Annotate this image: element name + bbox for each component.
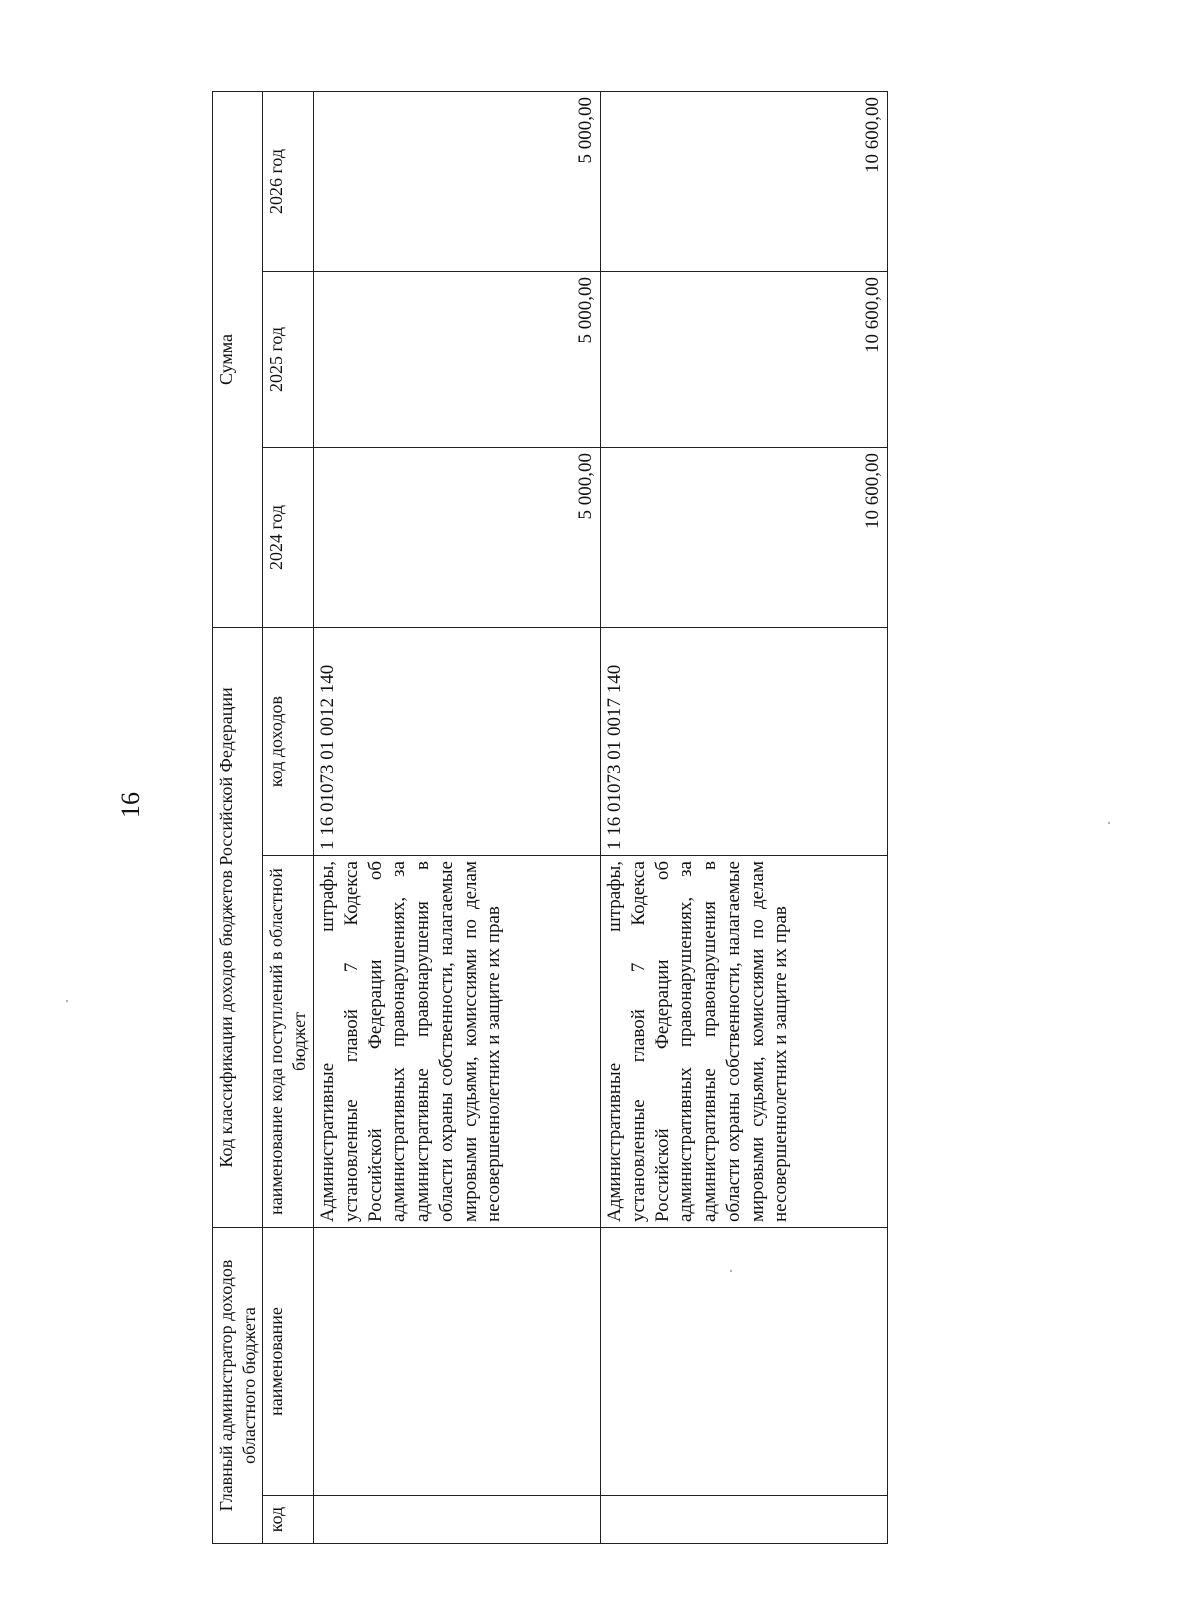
table-row	[314, 92, 601, 1544]
header-year-2026: 2026 год	[263, 92, 314, 272]
row-sum-2026: 10 600,00	[601, 92, 888, 272]
header-classification-group: Код классификации доходов бюджетов Российской Федерации	[213, 628, 263, 1228]
row-income-code: 1 16 01073 01 0017 140	[601, 628, 888, 856]
row-admin-code	[601, 1496, 888, 1544]
header-year-2024: 2024 год	[263, 448, 314, 628]
row-admin-name	[601, 1228, 888, 1496]
row-income-name: Административные штрафы, установленные главой 7 Кодекса Российской Федерации об административных правонарушениях, за административные правонарушения в области охраны собственности, налагаемые мировыми судьями, комиссиями по делам несовершеннолетних и защите их прав	[601, 856, 888, 1228]
header-admin-name: наименование	[263, 1228, 314, 1496]
header-admin-code: код	[263, 1496, 314, 1544]
row-sum-2024: 5 000,00	[314, 448, 601, 628]
row-sum-2025: 10 600,00	[601, 272, 888, 448]
header-sum-group: Сумма	[213, 92, 263, 628]
header-income-name: наименование кода поступлений в областной бюджет	[263, 856, 314, 1228]
row-income-name: Административные штрафы, установленные главой 7 Кодекса Российской Федерации об административных правонарушениях, за административные правонарушения в области охраны собственности, налагаемые мировыми судьями, комиссиями по делам несовершеннолетних и защите их прав	[314, 856, 601, 1228]
row-admin-code	[314, 1496, 601, 1544]
row-sum-2025: 5 000,00	[314, 272, 601, 448]
budget-income-table	[212, 91, 888, 1544]
scan-speck	[730, 1270, 732, 1272]
table-row	[601, 92, 888, 1544]
budget-table-frame	[212, 92, 888, 1544]
page-number: 16	[116, 792, 145, 818]
row-sum-2024: 10 600,00	[601, 448, 888, 628]
scan-speck	[66, 1000, 68, 1002]
header-year-2025: 2025 год	[263, 272, 314, 448]
row-admin-name	[314, 1228, 601, 1496]
row-sum-2026: 5 000,00	[314, 92, 601, 272]
header-income-code: код доходов	[263, 628, 314, 856]
scan-speck	[1108, 822, 1110, 824]
header-admin-group: Главный администратор доходов областного бюджета	[213, 1228, 263, 1544]
row-income-code: 1 16 01073 01 0012 140	[314, 628, 601, 856]
